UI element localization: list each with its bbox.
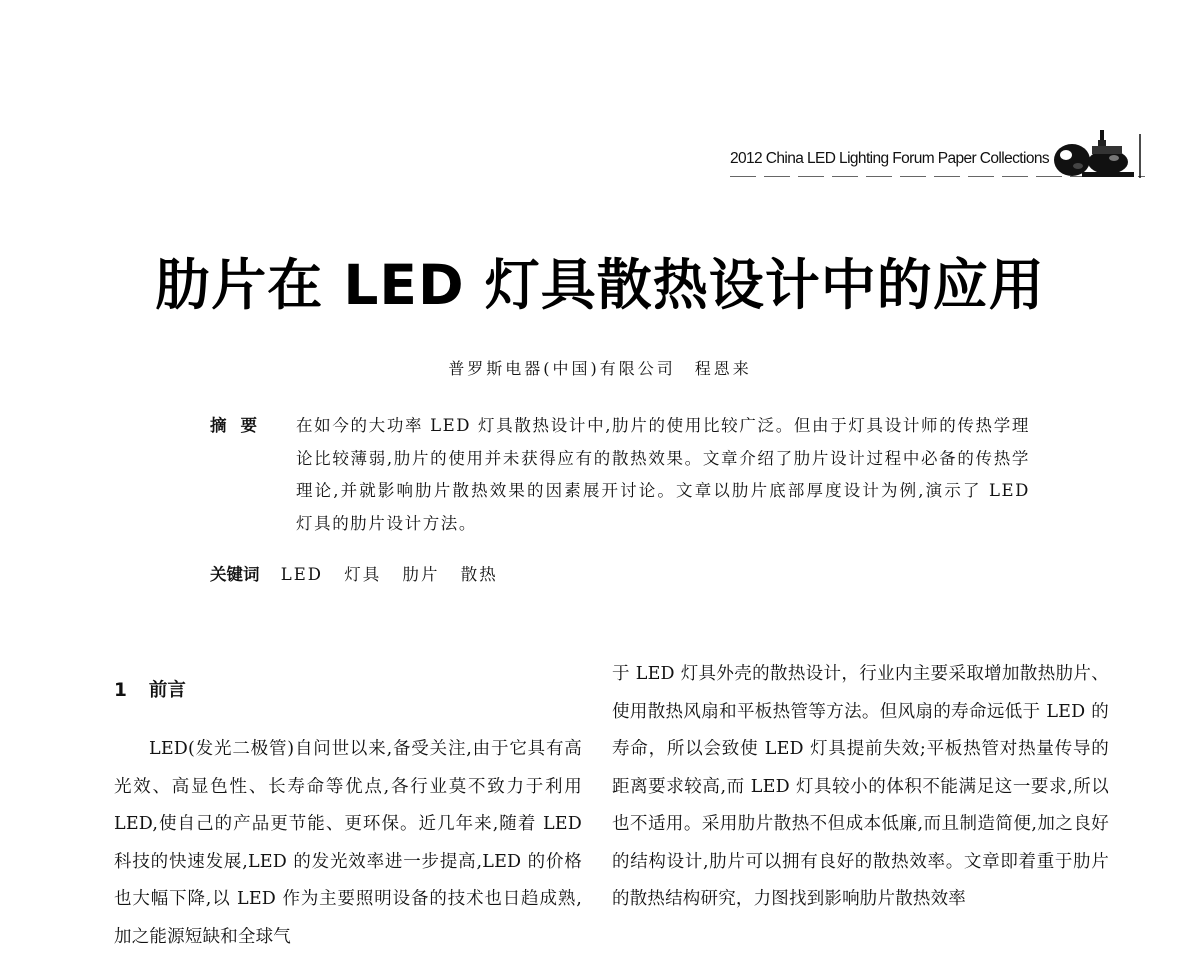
body-column-left: LED(发光二极管)自问世以来,备受关注,由于它具有高光效、高显色性、长寿命等优点,各行业莫不致力于利用 LED,使自己的产品更节能、更环保。近几年来,随着 LED 科技的快速发展,LED 的发光效率进一步提高,LED 的价格也大幅下降,以 LED 作为主要照明设备的技术也日趋成熟,加之能源短缺和全球气 [114,739,582,947]
keyword: 肋片 [402,565,440,584]
body-column-right: 于 LED 灯具外壳的散热设计，行业内主要采取增加散热肋片、使用散热风扇和平板热管等方法。但风扇的寿命远低于 LED 的寿命，所以会致使 LED 灯具提前失效;平板热管对热量传导的距离要求较高,而 LED 灯具较小的体积不能满足这一要求,所以也不适用。采用肋片散热不但成本低廉,而且制造简便,加之良好的结构设计,肋片可以拥有良好的散热效率。文章即着重于肋片的散热结构研究，力图找到影响肋片散热效率 [612,664,1109,909]
abstract [210,410,1030,540]
keyword: 灯具 [344,565,382,584]
abstract-label: 摘要 [210,416,271,435]
keywords [210,560,1030,590]
running-header [730,130,1145,182]
forum-logo-icon [1052,130,1142,182]
section-number: 1 [114,680,127,701]
paper-title: 肋片在 LED 灯具散热设计中的应用 [155,253,1045,317]
keyword: 散热 [460,565,498,584]
abstract-text: 在如今的大功率 LED 灯具散热设计中,肋片的使用比较广泛。但由于灯具设计师的传热学理论比较薄弱,肋片的使用并未获得应有的散热效果。文章介绍了肋片设计过程中必备的传热学理论,并就影响肋片散热效果的因素展开讨论。文章以肋片底部厚度设计为例,演示了 LED 灯具的肋片设计方法。 [296,416,1030,533]
keyword: LED [280,565,323,584]
keywords-label: 关键词 [210,565,260,584]
author-affiliation: 普罗斯电器(中国)有限公司 程恩来 [448,359,752,378]
running-title: 2012 China LED Lighting Forum Paper Collections [730,150,1050,167]
section-heading [114,676,186,702]
section-title: 前言 [148,680,186,701]
